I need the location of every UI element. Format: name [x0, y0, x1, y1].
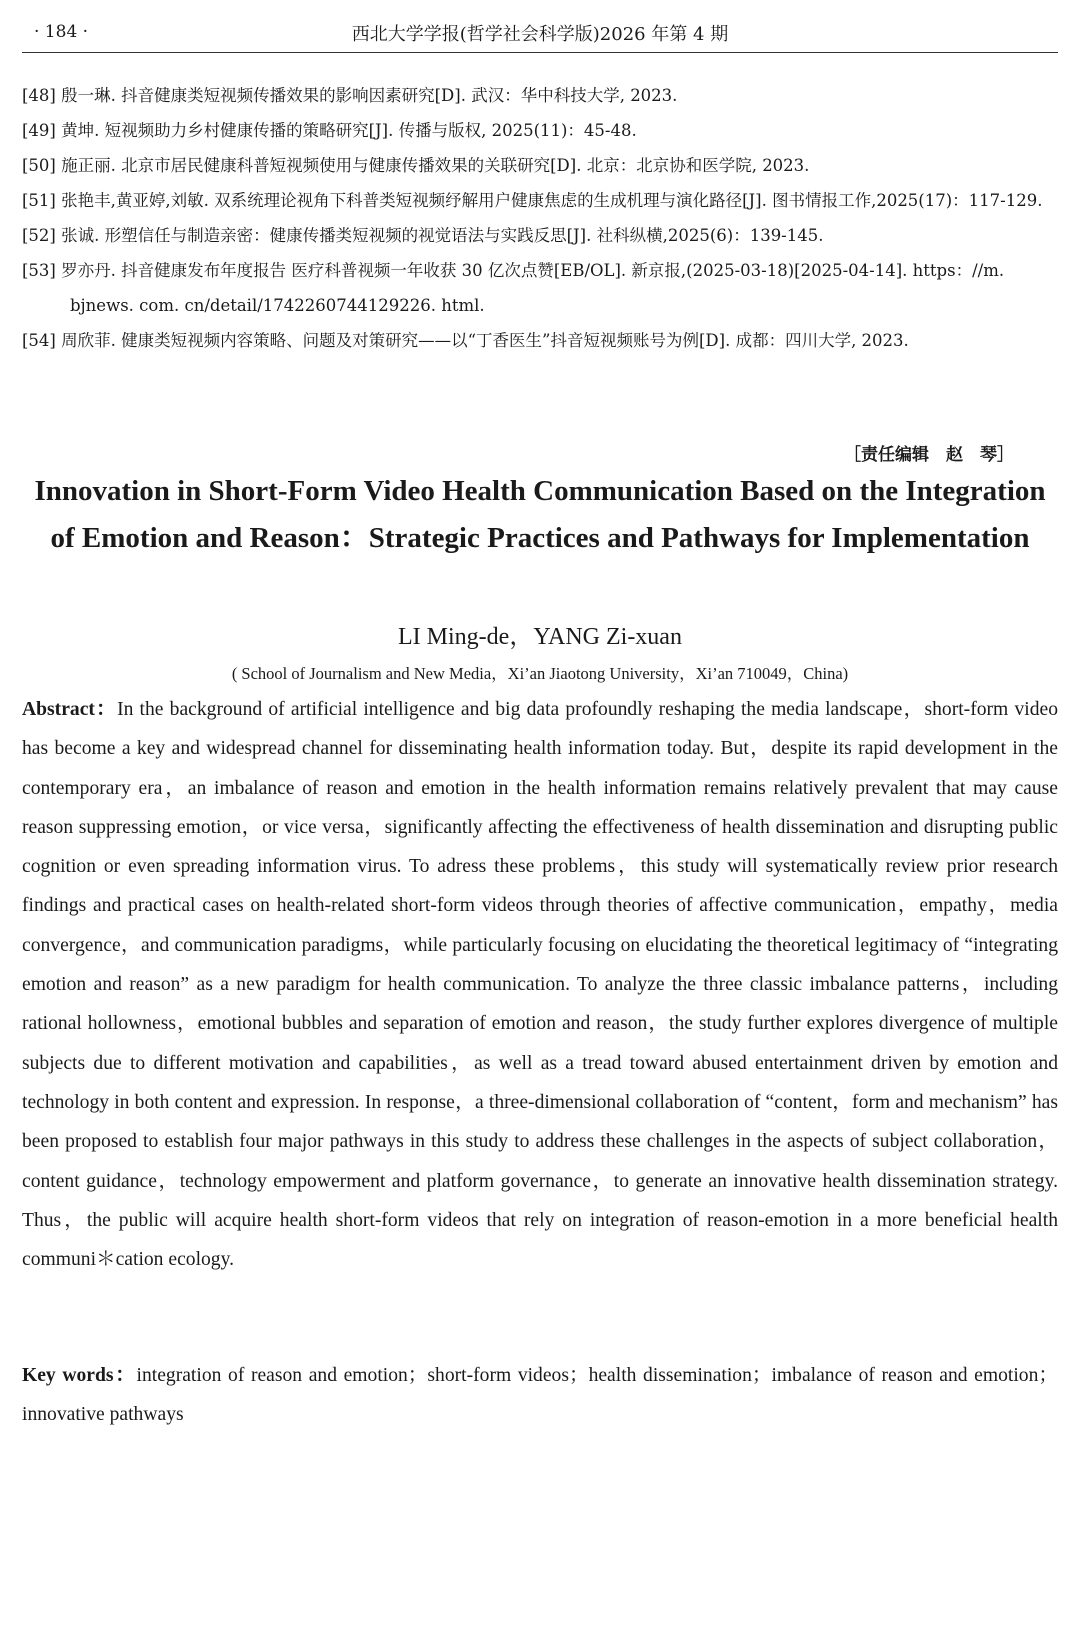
reference-item: [48] 殷一琳. 抖音健康类短视频传播效果的影响因素研究[D]. 武汉：华中科技大学, 2023. — [22, 86, 678, 105]
keywords-text: integration of reason and emotion；short-form videos；health dissemination；imbalance of reason and emotion；innovative pathways — [22, 1365, 1058, 1426]
article-title: Innovation in Short-Form Video Health Communication Based on the Integration of Emotion and Reason：Strategic Practices and Pathways for Implementation — [34, 475, 1046, 554]
abstract-text: In the background of artificial intelligence and big data profoundly reshaping the media landscape，short-form video has become a key and widespread channel for disseminating health information today. But，despite its rapid development in the contemporary era，an imbalance of reason and emotion in the health information remains relatively prevalent that may cause reason suppressing emotion，or vice versa，significantly affecting the effectiveness of health dissemination and disrupting public cognition or even spreading information virus. To adress these problems，this study will systematically review prior research findings and practical cases on health-related short-form videos through theories of affective communication，empathy，media convergence，and communication paradigms，while particularly focusing on elucidating the theoretical legitimacy of “integrating emotion and reason” as a new paradigm for health communication. To analyze the three classic imbalance patterns，including rational hollowness，emotional bubbles and separation of emotion and reason，the study further explores divergence of multiple subjects due to different motivation and capabilities，as well as a tread toward abused entertainment driven by emotion and technology in both content and expression. In response，a three-dimensional collaboration of “content，form and mechanism” has been proposed to establish four major pathways in this study to address these challenges in the aspects of subject collaboration，content guidance，technology empowerment and platform governance，to generate an innovative health dissemination strategy. Thus，the public will acquire health short-form videos that rely on integration of reason-emotion in a more beneficial health communi＊cation ecology. — [22, 699, 1058, 1271]
reference-item: [52] 张诚. 形塑信任与制造亲密：健康传播类短视频的视觉语法与实践反思[J]. 社科纵横,2025(6)：139-145. — [22, 226, 824, 245]
reference-item: [51] 张艳丰,黄亚婷,刘敏. 双系统理论视角下科普类短视频纾解用户健康焦虑的生成机理与演化路径[J]. 图书情报工作,2025(17)：117-129. — [22, 191, 1043, 210]
reference-item: [53] 罗亦丹. 抖音健康发布年度报告 医疗科普视频一年收获 30 亿次点赞[EB/OL]. 新京报,(2025-03-18)[2025-04-14]. https：//m. bjnews. com. cn/detail/1742260744129226. html. — [22, 261, 1005, 315]
header-rule — [22, 52, 1058, 53]
abstract-label: Abstract： — [22, 699, 118, 720]
reference-item: [49] 黄坤. 短视频助力乡村健康传播的策略研究[J]. 传播与版权, 2025(11)：45-48. — [22, 121, 637, 140]
journal-page — [22, 0, 1058, 1645]
keywords-label: Key words： — [22, 1365, 137, 1386]
responsible-editor: ［责任编辑 赵 琴］ — [844, 445, 1014, 465]
keywords — [22, 1356, 1058, 1435]
reference-list — [22, 78, 1058, 358]
reference-item: [50] 施正丽. 北京市居民健康科普短视频使用与健康传播效果的关联研究[D]. 北京：北京协和医学院, 2023. — [22, 156, 810, 175]
abstract — [22, 690, 1058, 1279]
reference-item: [54] 周欣菲. 健康类短视频内容策略、问题及对策研究——以“丁香医生”抖音短视频账号为例[D]. 成都：四川大学, 2023. — [22, 331, 909, 350]
running-header — [22, 18, 1058, 52]
journal-title: 西北大学学报(哲学社会科学版)2026 年第 4 期 — [351, 24, 729, 45]
author-affiliation: ( School of Journalism and New Media，Xi’an Jiaotong University，Xi’an 710049，China) — [231, 664, 849, 683]
page-number: · 184 · — [34, 22, 89, 42]
article-authors: LI Ming-de，YANG Zi-xuan — [398, 624, 682, 650]
